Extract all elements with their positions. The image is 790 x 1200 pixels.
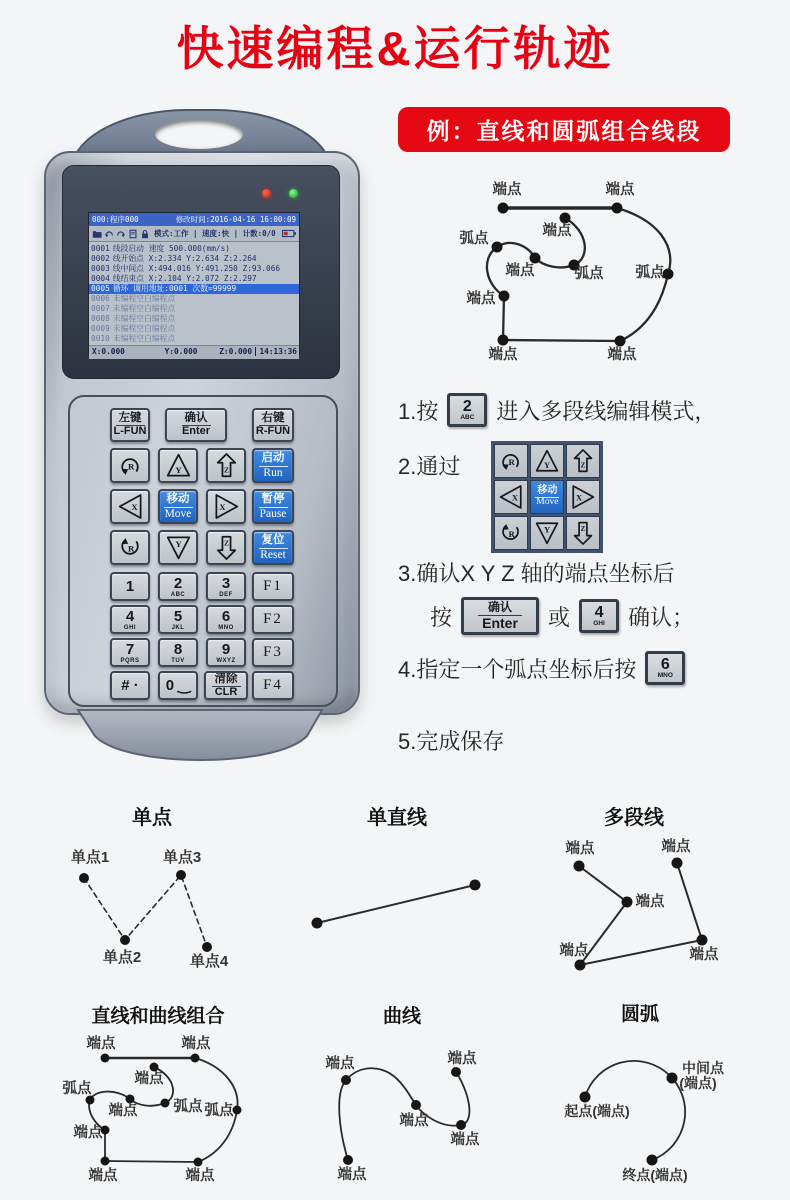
step-text: 进入多段线编辑模式，	[496, 398, 717, 424]
trajectory-point	[161, 1099, 170, 1108]
diagram-title: 曲线	[382, 1006, 422, 1027]
trajectory-path	[105, 1161, 198, 1162]
svg-text:R: R	[508, 456, 516, 467]
trajectory-point	[667, 1073, 678, 1084]
key-7[interactable]: 7 PQRS	[110, 638, 150, 667]
program-line-0002: 0002 线开始点 X:2.334 Y:2.634 Z:2.264	[91, 254, 257, 263]
diagram-title: 单点	[132, 807, 172, 829]
key-1[interactable]: 1	[110, 572, 150, 601]
direction-keypad	[491, 441, 603, 553]
block-down-icon	[570, 520, 596, 546]
trajectory-point	[498, 203, 509, 214]
point-label: 端点	[134, 1071, 164, 1087]
y-coordinate: Y:0.000	[164, 347, 198, 356]
point-label: 端点	[399, 1113, 429, 1129]
point-label: 端点	[108, 1103, 138, 1119]
trajectory-path	[503, 340, 620, 341]
point-label: 端点	[565, 841, 595, 857]
step-text: 2.通过	[398, 454, 461, 479]
program-line-0005: 0005 循环 调用地址:0001 次数=99999	[89, 284, 299, 294]
trajectory-point	[492, 242, 503, 253]
trajectory-point	[343, 1155, 353, 1165]
key-4[interactable]: 4 GHI	[110, 605, 150, 634]
point-label: 端点	[505, 263, 535, 279]
point-label: 端点	[689, 947, 719, 963]
trajectory-point	[101, 1157, 110, 1166]
svg-text:Y: Y	[544, 524, 551, 535]
point-label: 端点	[88, 1168, 118, 1184]
point-label: 端点	[559, 943, 589, 959]
inline-key-2: 2 ABC	[447, 393, 487, 427]
point-label: 弧点	[62, 1081, 92, 1097]
svg-text:X: X	[218, 501, 226, 512]
point-label: 端点	[605, 182, 635, 198]
key-f1[interactable]: F1	[252, 572, 294, 601]
svg-text:X: X	[512, 492, 519, 503]
mini-key-r-cw	[494, 516, 528, 550]
arc-cw-icon	[498, 520, 524, 546]
point-label: 弧点	[635, 265, 665, 281]
trajectory-point	[580, 1092, 591, 1103]
trajectory-point	[612, 203, 623, 214]
key-pause[interactable]: 暂停 Pause	[252, 489, 294, 524]
mini-key-z-up	[566, 444, 600, 478]
point-label: 终点(端点)	[622, 1167, 688, 1183]
program-line-0008: 0008 未编程空白编程点	[91, 314, 176, 323]
program-line-0007: 0007 未编程空白编程点	[91, 304, 176, 313]
svg-text:X: X	[130, 501, 138, 512]
key-y-up[interactable]	[158, 448, 198, 483]
trajectory-point	[647, 1155, 658, 1166]
point-label: 单点1	[70, 849, 110, 866]
mini-key-r-ccw	[494, 444, 528, 478]
tri-right-icon	[213, 493, 240, 520]
key-r-cw[interactable]	[110, 530, 150, 565]
modified-time: 修改时间:2016-04-16 16:00:09	[175, 215, 296, 224]
tri-up-icon	[534, 448, 560, 474]
handheld-controller	[40, 105, 360, 785]
trajectory-point	[530, 253, 541, 264]
point-label: 端点	[661, 839, 691, 855]
tri-left-icon	[498, 484, 524, 510]
diagram-line-curve-combo	[30, 1002, 280, 1200]
key-left-fun[interactable]: 左键 L-FUN	[110, 408, 150, 442]
svg-text:R: R	[127, 543, 134, 554]
trajectory-path	[84, 875, 207, 947]
point-label: 端点	[542, 223, 572, 239]
program-line-0010: 0010 未编程空白编程点	[91, 334, 176, 343]
point-label: 弧点	[574, 266, 604, 282]
diagram-single-line	[285, 798, 505, 993]
key-y-down[interactable]	[158, 530, 198, 565]
step-text: 5.完成保存	[398, 729, 505, 754]
program-line-0006: 0006 未编程空白编程点	[91, 294, 176, 303]
program-line-0004: 0004 线结束点 X:2.104 Y:2.072 Z:2.297	[91, 274, 257, 283]
svg-text:Z: Z	[580, 461, 586, 470]
program-line-0001: 0001 线段启动 速度 500.000(mm/s)	[91, 244, 230, 253]
diagram-arc	[540, 1002, 790, 1200]
key-clr[interactable]: 清除 CLR	[204, 671, 248, 700]
tri-right-icon	[570, 484, 596, 510]
svg-text:Z: Z	[223, 465, 229, 475]
toolbar-status: 模式:工作 | 速度:快 | 计数:0/0	[154, 229, 276, 238]
point-label: 端点	[185, 1168, 215, 1184]
key-2[interactable]: 2 ABC	[158, 572, 198, 601]
arc-ccw-icon	[498, 448, 524, 474]
trajectory-point	[194, 1158, 203, 1167]
key-hash[interactable]: # ·	[110, 671, 150, 700]
point-label: 起点(端点)	[564, 1103, 630, 1119]
point-label: 中间点	[682, 1060, 724, 1076]
key-right-fun[interactable]: 右键 R-FUN	[252, 408, 294, 442]
svg-text:X: X	[576, 492, 583, 503]
mini-key-y-up	[530, 444, 564, 478]
svg-text:Z: Z	[580, 525, 586, 534]
point-label: 单点4	[189, 953, 229, 970]
step-3	[398, 557, 675, 588]
step-4	[430, 597, 694, 635]
trajectory-point	[574, 861, 585, 872]
point-label: 端点	[492, 182, 522, 198]
block-up-icon	[213, 452, 240, 479]
svg-text:R: R	[508, 528, 516, 539]
trajectory-point	[456, 1120, 466, 1130]
trajectory-path	[579, 863, 702, 965]
trajectory-point	[575, 960, 586, 971]
clock: 14:13:36	[255, 347, 297, 356]
trajectory-point	[341, 1075, 351, 1085]
trajectory-point	[672, 858, 683, 869]
point-label: 端点	[86, 1036, 116, 1052]
point-label: 端点	[447, 1051, 477, 1067]
step-text: 4.指定一个弧点坐标后按	[398, 656, 637, 682]
keypad	[40, 105, 360, 785]
trajectory-point	[697, 935, 708, 946]
key-reset[interactable]: 复位 Reset	[252, 530, 294, 565]
tri-down-icon	[165, 534, 192, 561]
key-f4[interactable]: F4	[252, 671, 294, 700]
trajectory-point	[101, 1054, 110, 1063]
diagram-polyline	[530, 798, 780, 998]
diagram-title: 圆弧	[620, 1004, 660, 1025]
trajectory-point	[470, 880, 481, 891]
key-enter[interactable]: 确认 Enter	[165, 408, 227, 442]
instructions	[398, 385, 790, 805]
trajectory-point	[451, 1067, 461, 1077]
step-2	[398, 441, 603, 553]
step-6	[398, 725, 504, 756]
trajectory-point	[233, 1106, 242, 1115]
diagram-example-combo	[430, 163, 730, 378]
example-banner: 例：直线和圆弧组合线段	[398, 107, 730, 152]
arc-cw-icon	[117, 534, 144, 561]
point-label: 端点	[466, 291, 496, 307]
tri-left-icon	[117, 493, 144, 520]
trajectory-point	[79, 873, 89, 883]
point-label: 端点	[73, 1125, 103, 1141]
device-grip	[70, 709, 330, 773]
inline-key-4: 4 GHI	[579, 599, 619, 633]
block-down-icon	[213, 534, 240, 561]
key-f2[interactable]: F2	[252, 605, 294, 634]
inline-key-6: 6 MNO	[645, 651, 685, 685]
svg-text:Y: Y	[174, 464, 182, 475]
key-8[interactable]: 8 TUV	[158, 638, 198, 667]
svg-text:Z: Z	[223, 538, 229, 548]
point-label: 端点	[635, 894, 665, 910]
trajectory-point	[622, 897, 633, 908]
step-text: 按	[430, 604, 453, 630]
trajectory-path	[317, 885, 475, 923]
x-coordinate: X:0.000	[92, 347, 125, 356]
tri-up-icon	[165, 452, 192, 479]
step-text: 1.按	[398, 398, 439, 424]
key-5[interactable]: 5 JKL	[158, 605, 198, 634]
point-label: 单点2	[102, 949, 142, 966]
trajectory-point	[411, 1100, 421, 1110]
mini-key-y-down	[530, 516, 564, 550]
step-5	[398, 651, 685, 685]
trajectory-point	[191, 1054, 200, 1063]
key-z-down[interactable]	[206, 530, 246, 565]
point-label: 端点	[181, 1036, 211, 1052]
point-label: 单点3	[162, 849, 202, 866]
step-1	[398, 393, 716, 427]
diagram-curve	[290, 1002, 510, 1200]
point-label: 端点	[607, 347, 637, 363]
mini-key-z-down	[566, 516, 600, 550]
step-text: 3.确认X Y Z 轴的端点坐标后	[398, 561, 675, 586]
trajectory-point	[499, 291, 510, 302]
point-label: 弧点	[459, 231, 489, 247]
point-label: 弧点	[173, 1099, 203, 1115]
arc-ccw-icon	[117, 452, 144, 479]
tri-down-icon	[534, 520, 560, 546]
trajectory-path	[503, 296, 504, 340]
key-r-ccw[interactable]	[110, 448, 150, 483]
svg-text:Y: Y	[544, 460, 551, 471]
step-text: 确认；	[628, 604, 695, 630]
step-text: 或	[548, 604, 571, 630]
mini-key-x-right	[566, 480, 600, 514]
point-label: 弧点	[204, 1103, 234, 1119]
mini-key-move: 移动 Move	[530, 480, 564, 514]
key-z-up[interactable]	[206, 448, 246, 483]
svg-text:R: R	[127, 461, 134, 472]
diagram-title: 直线和曲线组合	[91, 1006, 225, 1027]
z-coordinate: Z:0.000	[219, 347, 253, 356]
key-9[interactable]: 9 WXYZ	[206, 638, 246, 667]
key-x-left[interactable]	[110, 489, 150, 524]
key-6[interactable]: 6 MNO	[206, 605, 246, 634]
trajectory-point	[498, 335, 509, 346]
diagram-title: 单直线	[367, 807, 427, 829]
trajectory-point	[120, 935, 130, 945]
trajectory-point	[615, 336, 626, 347]
point-label: 端点	[337, 1167, 367, 1183]
point-label: 端点	[325, 1056, 355, 1072]
page-title: 快速编程&运行轨迹	[176, 22, 614, 75]
key-3[interactable]: 3 DEF	[206, 572, 246, 601]
program-name: 000:程序000	[92, 215, 139, 224]
key-0[interactable]: 0 ‿	[158, 671, 198, 700]
program-line-0009: 0009 未编程空白编程点	[91, 324, 176, 333]
inline-key-enter: 确认 Enter	[461, 597, 539, 635]
point-label: 端点	[450, 1132, 480, 1148]
point-label: (端点)	[679, 1075, 717, 1091]
block-up-icon	[570, 448, 596, 474]
diagram-single-point	[30, 798, 280, 993]
svg-text:Y: Y	[174, 538, 182, 549]
key-move[interactable]: 移动 Move	[158, 489, 198, 524]
trajectory-point	[312, 918, 323, 929]
key-run[interactable]: 启动 Run	[252, 448, 294, 483]
mini-key-x-left	[494, 480, 528, 514]
key-x-right[interactable]	[206, 489, 246, 524]
point-label: 端点	[488, 347, 518, 363]
diagram-title: 多段线	[604, 807, 664, 829]
program-line-0003: 0003 线中间点 X:494.016 Y:491.250 Z:93.066	[91, 264, 281, 273]
key-f3[interactable]: F3	[252, 638, 294, 667]
trajectory-point	[560, 213, 571, 224]
trajectory-point	[176, 870, 186, 880]
trajectory-point	[202, 942, 212, 952]
